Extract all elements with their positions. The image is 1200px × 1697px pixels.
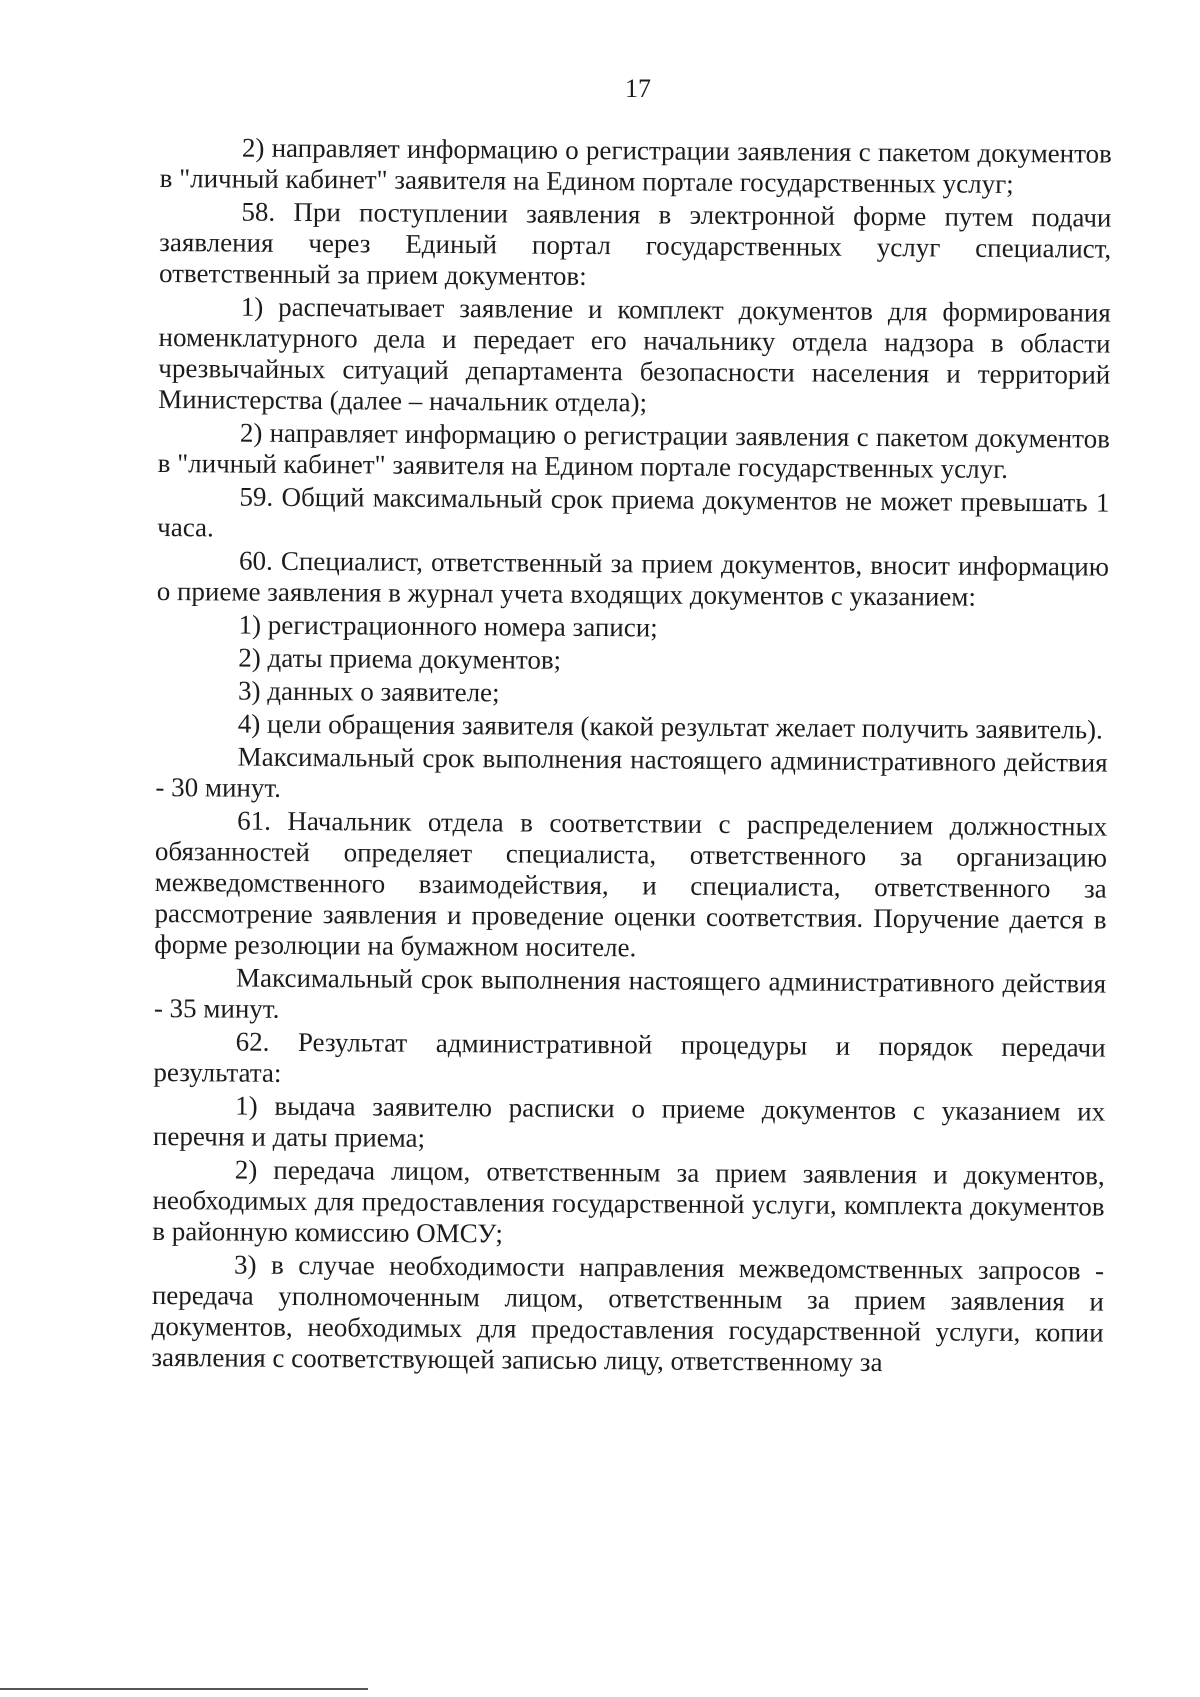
paragraph-61: 61. Начальник отдела в соответствии с распределением должностных обязанностей определяет специалиста, ответственного за организацию межведомственного взаимодействия, и специалиста, ответственного за рассмотрение заявления и проведение оценки соответствия. Поручение дается в форме резолюции на бумажном носителе. xyxy=(154,805,1108,963)
paragraph-59: 59. Общий максимальный срок приема документов не может превышать 1 часа. xyxy=(157,481,1110,543)
paragraph-61-max-time: Максимальный срок выполнения настоящего административного действия - 35 минут. xyxy=(153,962,1107,1024)
paragraph-58-item-2: 2) направляет информацию о регистрации заявления с пакетом документов в "личный кабинет" заявителя на Едином портале государственных услуг. xyxy=(157,417,1110,484)
paragraph-62: 62. Результат административной процедуры и порядок передачи результата: xyxy=(153,1026,1106,1088)
page-number: 17 xyxy=(625,74,651,103)
paragraph-submit-info-portal-1: 2) направляет информацию о регистрации заявления с пакетом документов в "личный кабинет" заявителя на Едином портале государственных услуг; xyxy=(159,132,1112,199)
paragraph-60-max-time: Максимальный срок выполнения настоящего административного действия - 30 минут. xyxy=(155,741,1108,803)
paragraph-58: 58. При поступлении заявления в электронной форме путем подачи заявления через Единый портал государственных услуг специалист, ответственный за прием документов: xyxy=(158,196,1112,291)
paragraph-60-item-4: 4) цели обращения заявителя (какой результат желает получить заявитель). xyxy=(237,708,1103,745)
paragraph-60: 60. Специалист, ответственный за прием документов, вносит информацию о приеме заявления в журнал учета входящих документов с указанием: xyxy=(156,545,1110,612)
paragraph-62-item-2: 2) передача лицом, ответственным за прием заявления и документов, необходимых для предоставления государственной услуги, комплекта документов в районную комиссию ОМСУ; xyxy=(152,1154,1105,1249)
paragraph-58-item-1: 1) распечатывает заявление и комплект документов для формирования номенклатурного дела и передает его начальнику отдела надзора в области чрезвычайных ситуаций департамента безопасности населения и территорий Министерства (далее – начальник отдела); xyxy=(158,291,1111,418)
paragraph-60-item-3: 3) данных о заявителе; xyxy=(237,675,500,708)
paragraph-62-item-1: 1) выдача заявителю расписки о приеме документов с указанием их перечня и даты приема; xyxy=(152,1090,1106,1153)
document-body xyxy=(151,132,1112,1382)
footer-rule xyxy=(0,1688,368,1690)
paragraph-60-item-1: 1) регистрационного номера записи; xyxy=(238,609,658,643)
paragraph-60-item-2: 2) даты приема документов; xyxy=(238,642,562,675)
paragraph-62-item-3: 3) в случае необходимости направления межведомственных запросов - передача уполномоченным лицом, ответственным за прием заявления и документов, необходимых для предоставления государственной услуги, копии заявления с соответствующей записью лицу, ответственному за xyxy=(151,1249,1105,1378)
